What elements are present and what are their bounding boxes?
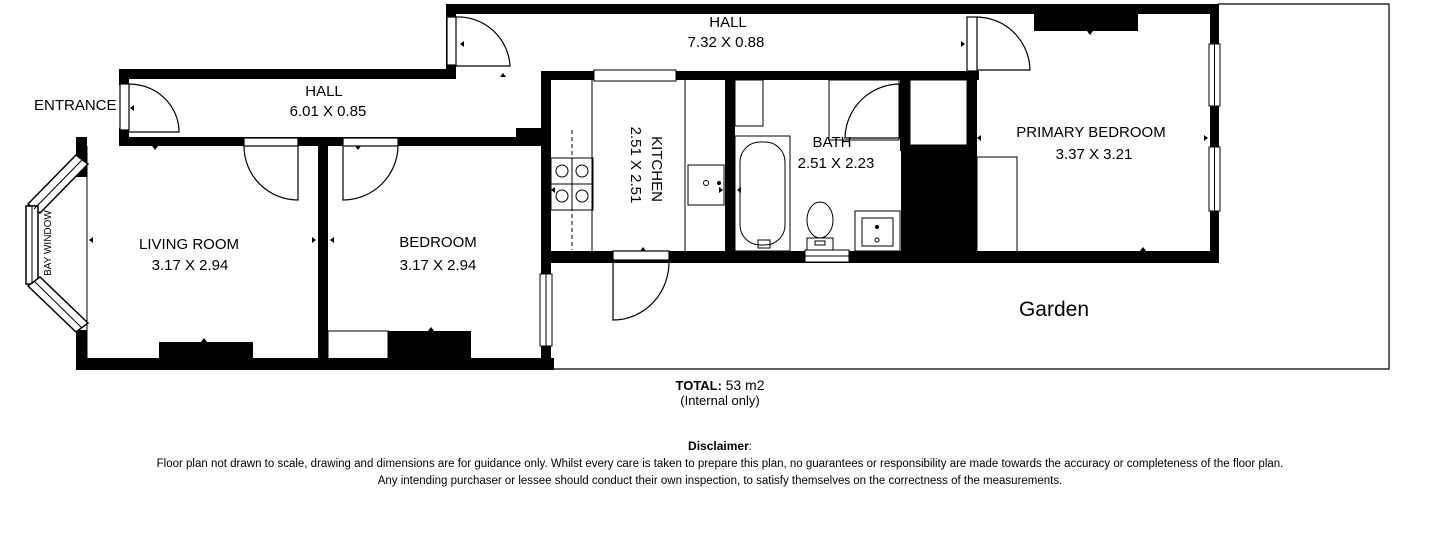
hall-top-name: HALL	[709, 14, 747, 31]
kitchen-name: KITCHEN	[648, 136, 665, 202]
garden-label: Garden	[1018, 298, 1090, 321]
bath-size: 2.51 X 2.23	[797, 155, 875, 172]
bath-fixtures	[735, 136, 900, 251]
bay-window-label: BAY WINDOW	[43, 210, 54, 276]
living-room-size: 3.17 X 2.94	[151, 257, 229, 274]
primary-bedroom-size: 3.37 X 3.21	[1055, 146, 1133, 163]
hall-left-size: 6.01 X 0.85	[289, 103, 367, 120]
disclaimer-title-suffix: :	[748, 441, 752, 453]
bedroom-size: 3.17 X 2.94	[399, 257, 477, 274]
total-note: (Internal only)	[680, 393, 760, 408]
kitchen-size: 2.51 X 2.51	[627, 126, 644, 204]
living-room-name: LIVING ROOM	[138, 236, 240, 253]
doors	[120, 17, 1030, 320]
hall-left-name: HALL	[305, 83, 343, 100]
bay-window	[26, 155, 88, 332]
disclaimer	[0, 438, 1440, 490]
disclaimer-line-2: Any intending purchaser or lessee should conduct their own inspection, to satisfy themselves on the correctness of the measurements.	[377, 475, 1063, 487]
total-value: 53 m2	[725, 377, 765, 393]
disclaimer-line-1: Floor plan not drawn to scale, drawing and dimensions are for guidance only. Whilst every care is taken to prepare this plan, no guarantees or responsibility are made towards the accuracy or completeness of the floor plan.	[156, 458, 1284, 470]
bath-name: BATH	[812, 134, 852, 151]
disclaimer-title: Disclaimer	[688, 439, 749, 453]
primary-bedroom-name: PRIMARY BEDROOM	[1016, 124, 1166, 141]
bedroom-name: BEDROOM	[399, 234, 477, 251]
hall-top-size: 7.32 X 0.88	[687, 34, 765, 51]
entrance-label: ENTRANCE	[34, 97, 117, 114]
total-area	[0, 378, 1440, 408]
total-label: TOTAL:	[675, 378, 722, 393]
